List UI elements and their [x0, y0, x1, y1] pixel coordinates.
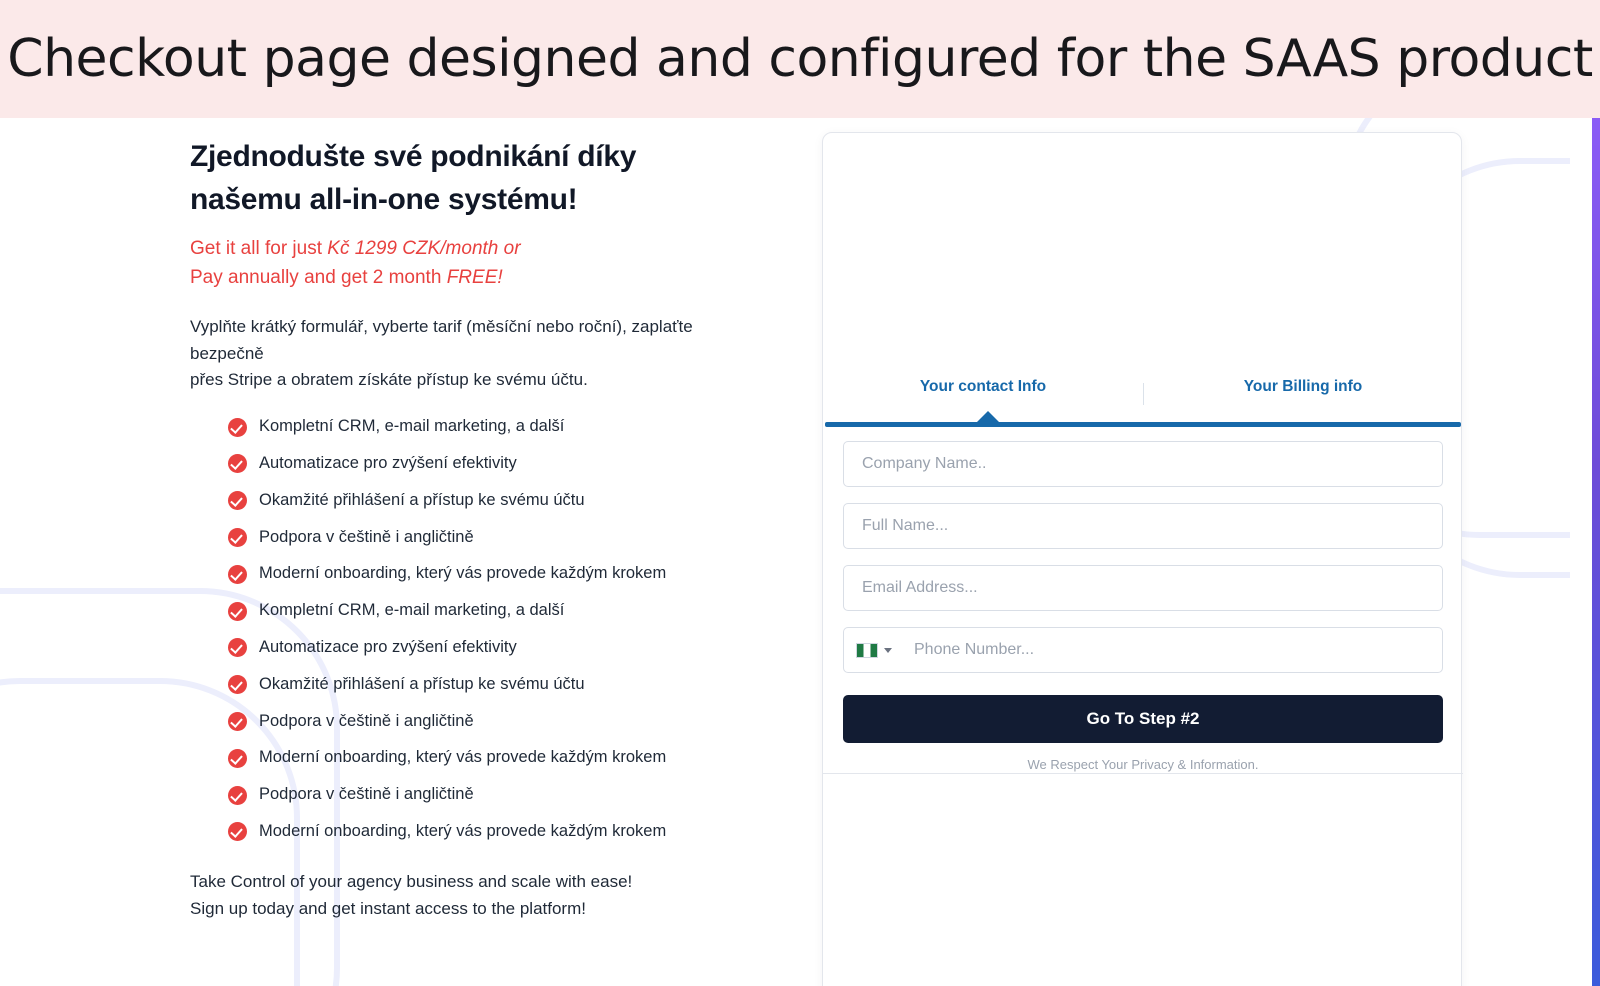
- tab-billing-info[interactable]: Your Billing info: [1243, 378, 1363, 395]
- check-circle-icon: [228, 675, 247, 694]
- active-tab-arrow-icon: [977, 411, 999, 422]
- email-address-field[interactable]: [843, 565, 1443, 611]
- feature-label: Podpora v češtině i angličtině: [259, 785, 474, 804]
- tab-contact-info[interactable]: Your contact Info: [919, 378, 1047, 395]
- check-circle-icon: [228, 602, 247, 621]
- list-item: [228, 564, 770, 584]
- list-item: [228, 491, 770, 511]
- pricing-text: [190, 235, 770, 292]
- list-item: [228, 454, 770, 474]
- country-selector[interactable]: [856, 643, 904, 658]
- list-item: [228, 675, 770, 695]
- intro-line-1: Vyplňte krátký formulář, vyberte tarif (měsíční nebo roční), zaplaťte bezpečně: [190, 317, 693, 363]
- feature-label: Kompletní CRM, e-mail marketing, a další: [259, 417, 565, 436]
- closing-paragraph: [190, 868, 760, 922]
- chevron-down-icon: [884, 648, 892, 653]
- email-address-input[interactable]: [860, 578, 1426, 598]
- check-circle-icon: [228, 786, 247, 805]
- marketing-headline: Zjednodušte své podnikání díky našemu all-in-one systému!: [190, 140, 637, 216]
- check-circle-icon: [228, 565, 247, 584]
- contact-form-fields: [843, 441, 1443, 772]
- page-title: Checkout page designed and configured for the SAAS product: [7, 29, 1593, 89]
- check-circle-icon: [228, 491, 247, 510]
- phone-number-field[interactable]: [843, 627, 1443, 673]
- check-circle-icon: [228, 638, 247, 657]
- check-circle-icon: [228, 712, 247, 731]
- list-item: [228, 785, 770, 805]
- feature-label: Podpora v češtině i angličtině: [259, 527, 474, 546]
- check-circle-icon: [228, 418, 247, 437]
- pricing-prefix: Get it all for just: [190, 238, 328, 260]
- company-name-input[interactable]: [860, 454, 1426, 474]
- feature-label: Podpora v češtině i angličtině: [259, 711, 474, 730]
- closing-line-1: Take Control of your agency business and scale with ease!: [190, 871, 633, 891]
- full-name-input[interactable]: [860, 516, 1426, 536]
- check-circle-icon: [228, 749, 247, 768]
- pricing-value: Kč 1299 CZK/month or: [327, 238, 521, 260]
- list-item: [228, 417, 770, 437]
- company-name-field[interactable]: [843, 441, 1443, 487]
- intro-line-2: přes Stripe a obratem získáte přístup ke svému účtu.: [190, 369, 588, 389]
- feature-label: Moderní onboarding, který vás provede každým krokem: [259, 821, 667, 840]
- feature-label: Kompletní CRM, e-mail marketing, a další: [259, 601, 565, 620]
- country-flag-icon: [856, 643, 878, 658]
- feature-label: Automatizace pro zvýšení efektivity: [259, 638, 517, 656]
- phone-number-input[interactable]: [912, 640, 1426, 660]
- pricing-annual-prefix: Pay annually and get 2 month: [190, 266, 447, 288]
- feature-label: Okamžité přihlášení a přístup ke svému účtu: [259, 490, 585, 509]
- checkout-form-card: [822, 132, 1462, 986]
- intro-paragraph: [190, 314, 750, 393]
- check-circle-icon: [228, 822, 247, 841]
- marketing-column: [190, 136, 770, 922]
- check-circle-icon: [228, 528, 247, 547]
- feature-label: Moderní onboarding, který vás provede každým krokem: [259, 564, 667, 583]
- list-item: [228, 712, 770, 732]
- list-item: [228, 638, 770, 658]
- page-banner: [0, 0, 1600, 118]
- check-circle-icon: [228, 454, 247, 473]
- full-name-field[interactable]: [843, 503, 1443, 549]
- feature-label: Automatizace pro zvýšení efektivity: [259, 454, 517, 473]
- feature-label: Moderní onboarding, který vás provede každým krokem: [259, 748, 667, 767]
- feature-label: Okamžité přihlášení a přístup ke svému účtu: [259, 674, 585, 693]
- list-item: [228, 601, 770, 621]
- list-item: [228, 822, 770, 842]
- list-item: [228, 748, 770, 768]
- list-item: [228, 528, 770, 548]
- right-gradient-edge: [1592, 118, 1600, 986]
- checkout-content: [0, 118, 1600, 986]
- right-edge-mask: [1570, 118, 1592, 986]
- closing-line-2: Sign up today and get instant access to the platform!: [190, 898, 586, 918]
- tabs-underline: [825, 422, 1461, 427]
- privacy-note: We Respect Your Privacy & Information.: [1027, 757, 1259, 772]
- go-to-step-2-button[interactable]: Go To Step #2: [843, 695, 1443, 743]
- card-section-divider: [823, 773, 1463, 774]
- tab-divider: [1143, 383, 1144, 405]
- feature-list: [190, 417, 770, 842]
- pricing-free-label: FREE!: [446, 266, 503, 288]
